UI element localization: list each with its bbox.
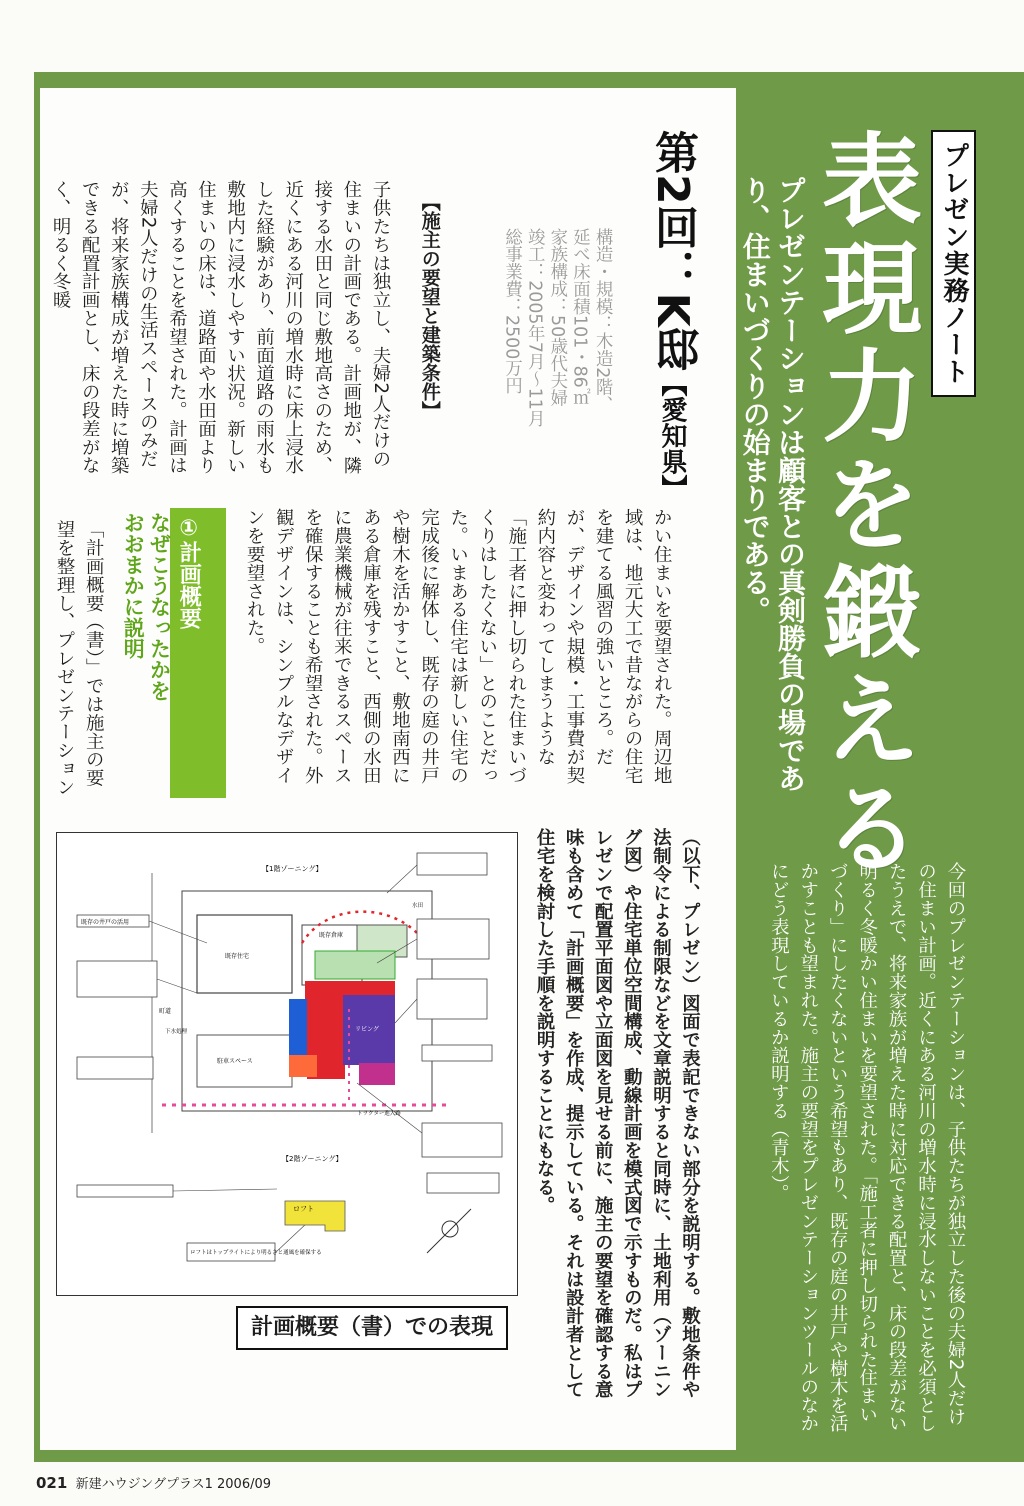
body-text-top: 子供たちは独立し、夫婦2人だけの住まいの計画である。計画地が、隣接する水田と同じ敷地高さのため、近くにある河川の増水時に床上浸水した経験があり、前面道路の雨水も敷地内に浸水しやすい状況。新しい住まいの床は、道路面や水田面より高くすることを希望された。計画は夫婦2人だけの生活スペースのみだが、将来家族構成が増えた時に増築できる配置計画とし、床の段差がなく、明るく冬暖 bbox=[50, 180, 391, 475]
lead-text: プレゼンテーションは顧客との真剣勝負の場であり、住まいづくりの始まりである。 bbox=[738, 176, 807, 792]
section-heading: 【施主の要望と建築条件】 bbox=[418, 192, 441, 420]
spec-item: 家族構成：50歳代夫婦 bbox=[546, 228, 567, 407]
label-paddy: 水田 bbox=[412, 903, 424, 909]
zoning-diagram bbox=[56, 832, 518, 1296]
page-number: 021 bbox=[36, 1474, 68, 1492]
page-footer bbox=[36, 1473, 271, 1492]
spec-item: 構造・規模：木造2階、 bbox=[592, 228, 613, 414]
zoning-2f-label: 【2階ゾーニング】 bbox=[282, 1155, 343, 1163]
compass-icon bbox=[442, 1221, 458, 1237]
note-box bbox=[77, 961, 157, 997]
point-body-text: 「計画概要（書）」では施主の要望を整理し、プレゼンテーション bbox=[54, 520, 105, 796]
label-loft: ロフト bbox=[293, 1205, 314, 1213]
magazine-name: 新建ハウジングプラス1 2006/09 bbox=[75, 1477, 272, 1492]
label-existing-house: 既存住宅 bbox=[225, 953, 250, 960]
diagram-caption: 計画概要（書）での表現 bbox=[236, 1306, 508, 1350]
garden-zone bbox=[315, 951, 395, 979]
zoning-1f-label: 【1階ゾーニング】 bbox=[262, 865, 323, 873]
note-box bbox=[422, 1123, 502, 1157]
zone-magenta bbox=[359, 1063, 395, 1085]
page-title: 表現力を鍛える bbox=[805, 128, 923, 884]
label-parking: 駐車スペース bbox=[217, 1058, 253, 1065]
zone-orange bbox=[289, 1055, 317, 1077]
spec-item: 竣工：2005年7月～11月 bbox=[524, 228, 545, 428]
note-box bbox=[417, 853, 487, 875]
note-well: 既存の井戸の活用 bbox=[81, 919, 130, 926]
intro-text: 今回のプレゼンテーションは、子供たちが独立した後の夫婦2人だけの住まい計画。近くにある河川の増水時に浸水しないことを必須としたうえで、将来家族が増えた時に対応できる配置と、床の段差がない明るく冬暖かい住まいを要望された。「施工者に押し切られた住まいづくり」にしたくないという希望もあり、既存の庭の井戸や樹木を活かすことも望まれた。施主の要望をプレゼンテーションツールのなかにどう表現しているか説明する（青木）。 bbox=[768, 862, 966, 1433]
issue-title bbox=[647, 130, 698, 501]
spec-item: 総事業費：2500万円 bbox=[501, 228, 522, 395]
note-loft: ロフトはトップライトにより明るさと通風を確保する bbox=[190, 1250, 322, 1256]
issue-title-prefecture: 【愛知県】 bbox=[657, 370, 687, 501]
body-text-lower: （以下、プレゼン）図面で表記できない部分を説明する。敷地条件や法制令による制限などを文章説明すると同時に、土地利用（ゾーニング図）や住宅単位空間構成、動線計画を模式図で示すものだ。私はプレゼンで配置平面図や立面図を見せる前に、施主の要望を確認する意味も含めて「計画概要」を作成、提示している。それは設計者として住宅を検討した手順を説明することにもなる。 bbox=[534, 828, 701, 1399]
spec-item: 延べ床面積101・86㎡ bbox=[569, 228, 590, 406]
note-box bbox=[422, 1045, 492, 1061]
series-label: プレゼン実務ノート bbox=[931, 130, 976, 397]
note-box bbox=[427, 1173, 499, 1193]
spec-list bbox=[500, 228, 613, 478]
body-text-middle: かい住まいを要望された。周辺地域は、地元大工で昔ながらの住宅を建てる風習の強いところ。だが、デザインや規模・工事費が契約内容と変わってしまうような「施工者に押し切られた住まいづくりはしたくない」とのことだった。いまある住宅は新しい住宅の完成後に解体し、既存の庭の井戸や樹木を活かすこと、敷地南西にある倉庫を残すこと、西側の水田に農業機械が往来できるスペースを確保することも希望された。外観デザインは、シンプルなデザインを要望された。 bbox=[244, 508, 673, 784]
point-subheading: なぜこうなったかをおおまかに説明 bbox=[121, 512, 172, 701]
label-road: 町道 bbox=[159, 1008, 172, 1015]
label-tractor: トラクター進入路 bbox=[357, 1111, 401, 1117]
note-box bbox=[77, 1185, 173, 1197]
note-box bbox=[77, 1057, 153, 1079]
compass-needle bbox=[427, 1209, 471, 1253]
point-label: ①計画概要 bbox=[176, 516, 202, 629]
label-living: リビング bbox=[355, 1026, 379, 1033]
note-box bbox=[417, 919, 489, 959]
note-box bbox=[417, 979, 487, 1019]
label-sewage: 下水処理 bbox=[165, 1029, 188, 1035]
label-storage: 既存倉庫 bbox=[319, 932, 344, 939]
zoning-diagram-svg bbox=[57, 833, 517, 1295]
issue-title-main: 第2回：K邸 bbox=[647, 130, 698, 371]
